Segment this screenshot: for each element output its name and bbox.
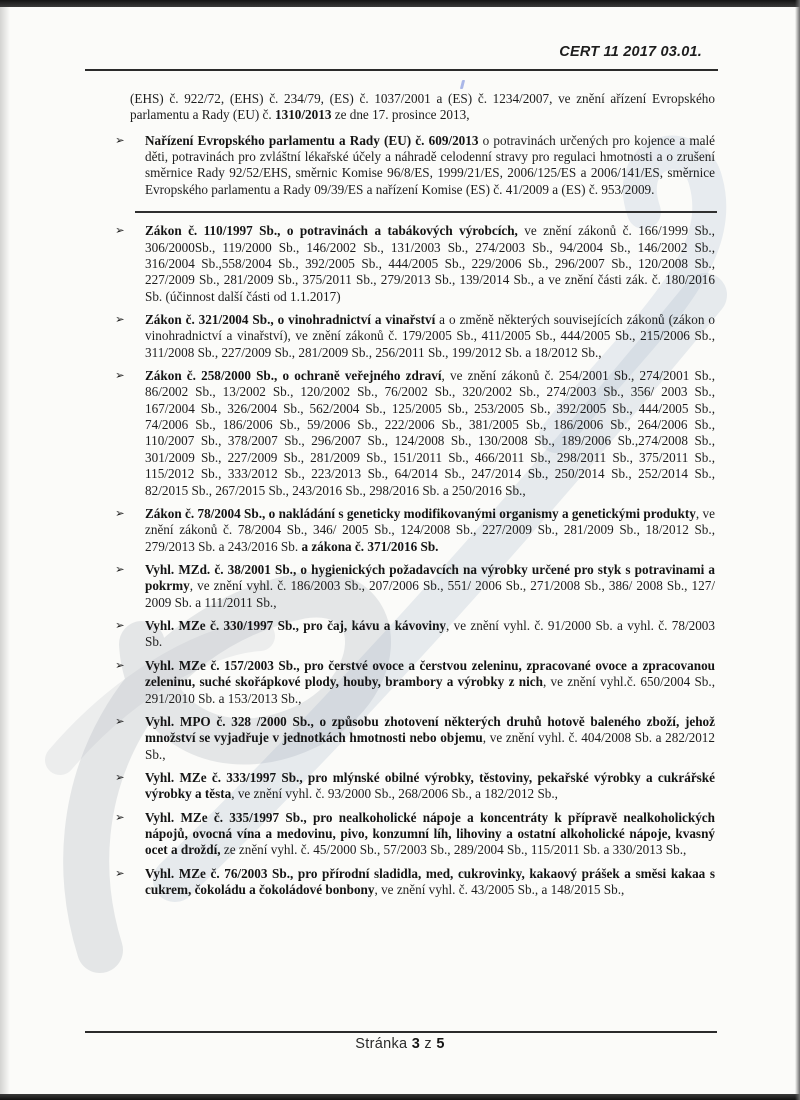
bullet-arrow-icon: ➢	[115, 713, 125, 728]
list-item-text: Zákon č. 321/2004 Sb., o vinohradnictví a vinařství a o změně některých souvisejících zákonů (zákon o vinohradnictví a vinařství), ve znění zákonů č. 179/2005 Sb., 411/2005 Sb., 444/2005 Sb., 215/2006 Sb., 311/2008 Sb., 227/2009 Sb., 281/2009 Sb., 256/2011 Sb., 199/2012 Sb. a 18/2012 Sb.,	[145, 311, 715, 360]
scan-artifact-blue-mark	[460, 80, 465, 89]
bullet-arrow-icon: ➢	[115, 505, 125, 520]
footer-rule	[85, 1031, 717, 1033]
bullet-arrow-icon: ➢	[115, 809, 125, 824]
list-item-text: Zákon č. 258/2000 Sb., o ochraně veřejného zdraví, ve znění zákonů č. 254/2001 Sb., 274/2001 Sb., 86/2002 Sb., 13/2002 Sb., 120/2002 Sb., 76/2002 Sb., 320/2002 Sb., 274/2003 Sb., 356/ 2003 Sb., 167/2004 Sb., 326/2004 Sb., 562/2004 Sb., 125/2005 Sb., 253/2005 Sb., 392/2005 Sb., 444/2005 Sb., 74/2006 Sb., 186/2006 Sb., 59/2006 Sb., 222/2006 Sb., 381/2005 Sb., 186/2006 Sb., 264/2006 Sb., 110/2007 Sb., 378/2007 Sb., 296/2007 Sb., 124/2008 Sb., 130/2008 Sb., 189/2006 Sb.,274/2008 Sb., 301/2009 Sb., 227/2009 Sb., 281/2009 Sb., 151/2011 Sb., 466/2011 Sb., 298/2011 Sb., 375/2011 Sb., 115/2012 Sb., 333/2012 Sb., 223/2013 Sb., 64/2014 Sb., 247/2014 Sb., 250/2014 Sb., 252/2014 Sb., 82/2015 Sb., 267/2015 Sb., 243/2016 Sb., 298/2016 Sb. a 250/2016 Sb.,	[145, 368, 716, 498]
scan-edge-bottom	[0, 1094, 800, 1100]
bullet-arrow-icon: ➢	[115, 657, 125, 672]
page-number-label: Stránka	[355, 1036, 408, 1052]
bullet-arrow-icon: ➢	[115, 561, 125, 576]
page-number-of: z	[424, 1036, 432, 1052]
list-item	[115, 865, 715, 899]
list-item-text: Vyhl. MZe č. 157/2003 Sb., pro čerstvé ovoce a čerstvou zeleninu, zpracované ovoce a zpracovanou zeleninu, suché skořápkové plody, houby, brambory a výrobky z nich, ve znění vyhl.č. 650/2004 Sb., 291/2010 Sb. a 153/2013 Sb.,	[145, 657, 715, 706]
doc-code: CERT 11 2017 03.01.	[559, 44, 702, 60]
page-number-total: 5	[436, 1036, 445, 1052]
list-item	[115, 618, 715, 651]
list-item	[115, 809, 715, 859]
bullet-arrow-icon: ➢	[115, 223, 125, 238]
list-item	[115, 561, 715, 611]
intro-paragraph: (EHS) č. 922/72, (EHS) č. 234/79, (ES) č. 1037/2001 a (ES) č. 1234/2007, ve znění ařízení Evropského parlamentu a Rady (EU) č. 1310/2013 ze dne 17. prosince 2013,	[130, 91, 715, 123]
bullet-arrow-icon: ➢	[115, 865, 125, 880]
list-item-text: Vyhl. MZe č. 330/1997 Sb., pro čaj, kávu a kávoviny, ve znění vyhl. č. 91/2000 Sb. a vyhl. č. 78/2003 Sb.	[145, 618, 715, 650]
list-item-text: Vyhl. MPO č. 328 /2000 Sb., o způsobu zhotovení některých druhů hotově baleného zboží, jehož množství se vyjadřuje v jednotkách hmotnosti nebo objemu, ve znění vyhl. č. 404/2008 Sb. a 282/2012 Sb.,	[145, 713, 715, 762]
list-item-text: Zákon č. 78/2004 Sb., o nakládání s geneticky modifikovanými organismy a genetickými produkty, ve znění zákonů č. 78/2004 Sb., 346/ 2005 Sb., 124/2008 Sb., 227/2009 Sb., 281/2009 Sb., 18/2012 Sb., 279/2013 Sb. a 243/2016 Sb. a zákona č. 371/2016 Sb.	[145, 505, 715, 554]
list-item	[115, 657, 715, 707]
scan-edge-right	[795, 0, 800, 1100]
header-rule	[85, 69, 718, 71]
list-item	[115, 368, 716, 499]
document-body	[115, 91, 716, 905]
list-item	[115, 223, 715, 305]
list-item-text: Vyhl. MZe č. 333/1997 Sb., pro mlýnské obilné výrobky, těstoviny, pekařské výrobky a cukrářské výrobky a těsta, ve znění vyhl. č. 93/2000 Sb., 268/2006 Sb., a 182/2012 Sb.,	[145, 769, 715, 802]
bullet-arrow-icon: ➢	[115, 311, 125, 326]
list-item-text: Zákon č. 110/1997 Sb., o potravinách a tabákových výrobcích, ve znění zákonů č. 166/1999 Sb., 306/2000Sb., 119/2000 Sb., 146/2002 Sb., 131/2003 Sb., 274/2003 Sb., 94/2004 Sb., 146/2002 Sb., 316/2004 Sb.,558/2004 Sb., 392/2005 Sb., 444/2005 Sb., 229/2006 Sb., 296/2007 Sb., 120/2008 Sb., 227/2009 Sb., 281/2009 Sb., 375/2011 Sb., 279/2013 Sb., 139/2014 Sb., a ve znění části zák. č. 180/2016 Sb. (účinnost další části od 1.1.2017)	[145, 223, 715, 304]
bullet-arrow-icon: ➢	[115, 618, 125, 633]
list-item	[115, 132, 715, 198]
section-separator	[135, 211, 717, 213]
list-item	[115, 311, 715, 361]
list-item-text: Nařízení Evropského parlamentu a Rady (EU) č. 609/2013 o potravinách určených pro kojence a malé děti, potravinách pro zvláštní lékařské účely a náhradě celodenní stravy pro regulaci hmotnosti a o zrušení směrnice Rady 92/52/EHS, směrnic Komise 96/8/ES, 1999/21/ES, 2006/125/ES a 2006/141/ES, směrnice Evropského parlamentu a Rady 09/39/ES a nařízení Komise (ES) č. 41/2009 a (ES) č. 953/2009.	[145, 132, 715, 197]
bullet-arrow-icon: ➢	[115, 769, 125, 784]
list-item	[115, 769, 715, 803]
scan-edge-top	[0, 0, 800, 7]
list-item-text: Vyhl. MZd. č. 38/2001 Sb., o hygienických požadavcích na výrobky určené pro styk s potravinami a pokrmy, ve znění vyhl. č. 186/2003 Sb., 207/2006 Sb., 551/ 2006 Sb., 271/2008 Sb., 386/ 2008 Sb., 127/ 2009 Sb. a 111/2011 Sb.,	[145, 561, 715, 610]
scan-edge-left	[0, 0, 10, 1100]
list-item	[115, 713, 715, 763]
bullet-arrow-icon: ➢	[115, 132, 125, 147]
list-item-text: Vyhl. MZe č. 335/1997 Sb., pro nealkoholické nápoje a koncentráty k přípravě nealkoholických nápojů, ovocná vína a medovinu, pivo, konzumní líh, lihoviny a ostatní alkoholické nápoje, kvasný ocet a droždí, ze znění vyhl. č. 45/2000 Sb., 57/2003 Sb., 289/2004 Sb., 115/2011 Sb. a 330/2013 Sb.,	[145, 809, 715, 858]
page-number	[0, 1036, 800, 1052]
regulation-list	[115, 132, 716, 899]
list-item-text: Vyhl. MZe č. 76/2003 Sb., pro přírodní sladidla, med, cukrovinky, kakaový prášek a směsi kakaa s cukrem, čokoládu a čokoládové bonbony, ve znění vyhl. č. 43/2005 Sb., a 148/2015 Sb.,	[145, 865, 715, 898]
bullet-arrow-icon: ➢	[115, 368, 125, 383]
list-item	[115, 505, 715, 555]
page-number-current: 3	[411, 1036, 421, 1052]
